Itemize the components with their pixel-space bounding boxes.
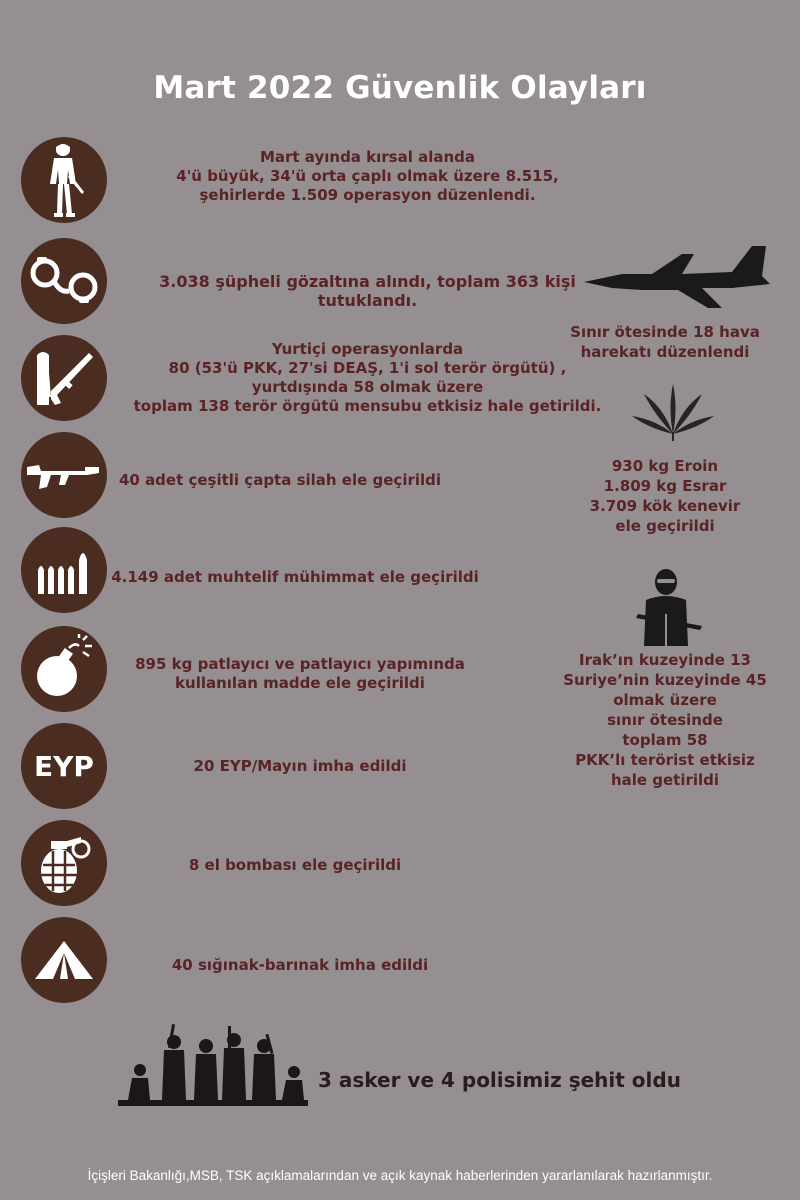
soldier-icon [21, 137, 107, 223]
eyp-icon [21, 723, 107, 809]
text-line: 4.149 adet muhtelif mühimmat ele geçirildi [111, 568, 479, 586]
text-line: Yurtiçi operasyonlarda [271, 340, 464, 358]
text-line: şehirlerde 1.509 operasyon düzenlendi. [199, 186, 536, 204]
masked-terrorist-icon [632, 568, 708, 652]
text-line: kullanılan madde ele geçirildi [175, 674, 425, 692]
eyp-icon-label: EYP [34, 749, 94, 783]
text-line: Suriye’nin kuzeyinde 45 [563, 671, 767, 689]
text-line: Sınır ötesinde 18 hava [570, 323, 760, 341]
text-line: 20 EYP/Mayın imha edildi [193, 757, 407, 775]
weapons-text [110, 471, 450, 490]
text-line: Irak’ın kuzeyinde 13 [579, 651, 751, 669]
text-line: PKK’lı terörist etkisiz [575, 751, 755, 769]
eyp-text [110, 757, 490, 776]
martyrs-text: 3 asker ve 4 polisimiz şehit oldu [318, 1068, 681, 1092]
cross-border-neutralized-text [545, 650, 785, 790]
target-rifle-icon [21, 335, 107, 421]
text-line: Mart ayında kırsal alanda [259, 148, 476, 166]
text-line: 895 kg patlayıcı ve patlayıcı yapımında [135, 655, 465, 673]
footer-source: İçişleri Bakanlığı,MSB, TSK açıklamalarından ve açık kaynak haberlerinden yararlanılarak hazırlanmıştır. [87, 1168, 713, 1183]
text-line: 3.709 kök kenevir [589, 497, 741, 515]
text-line: 3.038 şüpheli gözaltına alındı, toplam 363 kişi tutuklandı. [159, 272, 576, 310]
bomb-icon [21, 626, 107, 712]
soldiers-silhouette-icon [118, 1022, 308, 1112]
grenades-text [110, 856, 480, 875]
text-line: 1.809 kg Esrar [603, 477, 727, 495]
drugs-text [545, 456, 785, 536]
ammunition-text [110, 568, 480, 587]
text-line: 930 kg Eroin [611, 457, 719, 475]
text-line: 80 (53'ü PKK, 27'si DEAŞ, 1'i sol terör örgütü) , [168, 359, 567, 377]
text-line: hale getirildi [610, 771, 720, 789]
handcuffs-icon [21, 238, 107, 324]
text-line: ele geçirildi [615, 517, 715, 535]
text-line: 40 sığınak-barınak imha edildi [171, 956, 429, 974]
ammunition-icon [21, 527, 107, 613]
text-line: 4'ü büyük, 34'ü orta çaplı olmak üzere 8.515, [176, 167, 559, 185]
detentions-text [110, 272, 625, 310]
fighter-jet-icon [582, 244, 772, 318]
text-line: 40 adet çeşitli çapta silah ele geçirildi [118, 471, 442, 489]
explosives-text [110, 655, 490, 693]
text-line: 8 el bombası ele geçirildi [188, 856, 402, 874]
text-line: olmak üzere [613, 691, 717, 709]
text-line: toplam 58 [622, 731, 708, 749]
text-line: yurtdışında 58 olmak üzere [251, 378, 484, 396]
page-title: Mart 2022 Güvenlik Olayları [153, 70, 647, 106]
text-line: toplam 138 terör örgütü mensubu etkisiz hale getirildi. [133, 397, 602, 415]
tent-icon [21, 917, 107, 1003]
text-line: harekatı düzenlendi [580, 343, 750, 361]
operations-text [110, 148, 625, 205]
air-operations-text [545, 322, 785, 362]
cannabis-leaf-icon [630, 382, 716, 446]
text-line: sınır ötesinde [607, 711, 723, 729]
grenade-icon [21, 820, 107, 906]
rifle-icon [21, 432, 107, 518]
shelters-text [110, 956, 490, 975]
